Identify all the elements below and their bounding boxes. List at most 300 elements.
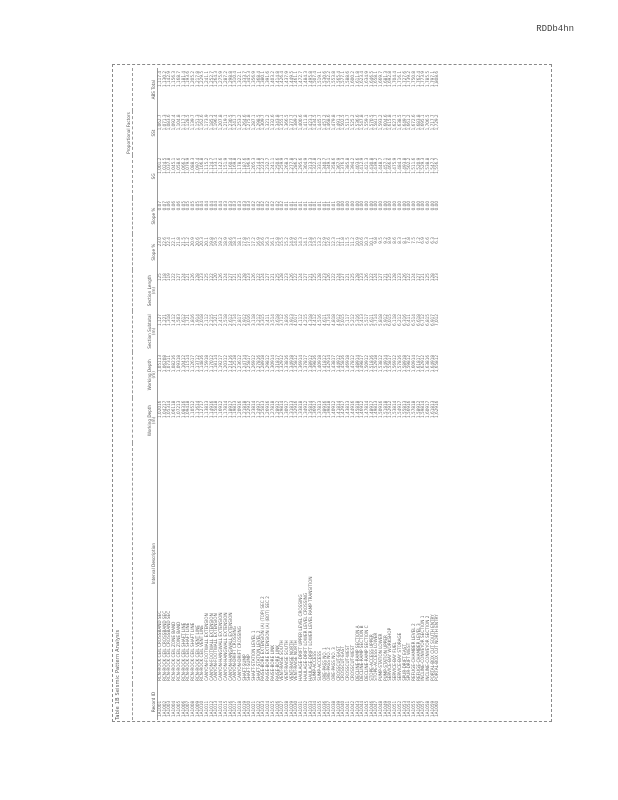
cell-slope: 126: [189, 273, 195, 282]
cell-sec: 3,913: [288, 314, 294, 327]
cell-slope: 126: [288, 273, 294, 282]
cell-v2: 1,377.7: [288, 114, 294, 131]
cell-w2: 1,60914: [410, 354, 416, 373]
cell-w1: 1,32916: [293, 400, 299, 418]
cell-desc: ORE-PASS NO. 3: [331, 647, 337, 681]
cell-s1: 15.2: [283, 237, 289, 247]
cell-v1: 1,214.8: [255, 157, 261, 174]
cell-w2: 1,58918: [401, 354, 407, 373]
cell-v3: 1,553.8: [331, 71, 337, 87]
cell-w2: 1,06208: [161, 354, 167, 373]
cell-s1: 14.3: [298, 237, 304, 247]
cell-s2: 0.01: [316, 201, 322, 211]
cell-s2: 0.00: [425, 201, 431, 211]
cell-w2: 1,20312: [222, 354, 228, 373]
cell-no: 1A1040: [340, 700, 346, 717]
cell-desc: REFUGE-CHAMBER LEVEL 3: [415, 623, 421, 681]
cell-v3: 1,634.9: [363, 71, 369, 87]
cell-v1: 1,520.9: [415, 157, 421, 174]
cell-sec: 3,212: [255, 314, 261, 327]
cell-w2: 1,17012: [208, 354, 214, 373]
cell-no: 1A1008: [189, 700, 195, 717]
cell-v3: 1,692.8: [387, 71, 393, 87]
col-header-slope: Section Length (m): [133, 270, 158, 311]
cell-v1: 1,529.3: [420, 157, 426, 174]
cell-desc: PUMP-STATION LOWER: [378, 633, 384, 681]
cell-desc: VENT-RAISE SOUTH: [283, 640, 289, 681]
cell-sec: 3,118: [251, 314, 257, 327]
cell-v3: 1,542.2: [326, 71, 332, 87]
cell-v2: 1,275.8: [246, 114, 252, 131]
cell-s2: 0.00: [410, 201, 416, 211]
cell-slope: 124: [180, 273, 186, 282]
cell-slope: 128: [354, 273, 360, 282]
cell-sec: 6,712: [420, 314, 426, 327]
cell-sec: 5,015: [340, 314, 346, 327]
cell-s2: 0.01: [321, 201, 327, 211]
cell-v3: 1,205.2: [189, 71, 195, 87]
cell-desc: CROSSCUT-WEST: [345, 644, 351, 681]
cell-v1: 1,196.9: [246, 157, 252, 174]
cell-no: 1A1010: [199, 700, 205, 717]
cell-desc: CANYON-DRIFT CROSSING: [232, 626, 238, 681]
cell-w2: 1,18114: [213, 354, 219, 373]
cell-v2: 1,706.5: [425, 114, 431, 131]
cell-sec: 4,714: [326, 314, 332, 327]
cell-w2: 1,65812: [434, 354, 440, 373]
cell-s1: 19.2: [218, 237, 224, 247]
cell-v2: 1,219.1: [222, 114, 228, 131]
cell-sec: 7,012: [434, 314, 440, 327]
cell-v1: 1,160.4: [227, 157, 233, 174]
cell-w2: 1,63816: [425, 354, 431, 373]
cell-no: 1A1014: [218, 700, 224, 717]
cell-s2: 0.00: [354, 201, 360, 211]
cell-desc: INCLINE-CONVEYOR SECTION 2: [425, 615, 431, 681]
cell-slope: 122: [171, 273, 177, 282]
cell-w1: 1,54917: [396, 400, 402, 418]
cell-no: 1A1044: [359, 700, 365, 717]
cell-v3: 1,264.3: [213, 71, 219, 87]
cell-v2: 1,434.5: [312, 114, 318, 131]
cell-desc: SPUR-DRIFT EAST: [401, 644, 407, 681]
cell-s1: 12.6: [326, 237, 332, 247]
cell-w2: 1,55817: [387, 354, 393, 373]
cell-slope: 122: [406, 273, 412, 282]
page-code: RDDb4hn: [536, 24, 574, 34]
cell-sec: 3,016: [246, 314, 252, 327]
cell-w1: 1,48917: [368, 400, 374, 418]
cell-s2: 0.05: [189, 201, 195, 211]
cell-desc: RCN-ROCK CEIL SHAFT LINE: [180, 622, 186, 681]
cell-w1: 1,52912: [387, 400, 393, 418]
cell-s1: 9.8: [373, 237, 379, 244]
cell-v3: 1,181.4: [180, 71, 186, 87]
cell-desc: ORE-PASS NO. 1: [321, 647, 327, 681]
cell-desc: ORE-PASS NO. 2: [326, 647, 332, 681]
cell-desc: RCN-ROCK CEIL CROSSBAND SEC: [157, 610, 162, 681]
cell-s2: 0.02: [279, 201, 285, 211]
cell-v2: 1,457.2: [321, 114, 327, 131]
cell-v3: 1,808.6: [434, 71, 440, 87]
cell-s2: 0.04: [199, 201, 205, 211]
cell-v3: 1,356.9: [251, 71, 257, 87]
cell-v2: 1,287.1: [251, 114, 257, 131]
cell-v2: 1,196.4: [213, 114, 219, 131]
cell-s1: 23.0: [157, 237, 162, 247]
cell-slope: 127: [265, 273, 271, 282]
cell-sec: 6,316: [401, 314, 407, 327]
cell-s1: 14.6: [293, 237, 299, 247]
cell-s2: 0.00: [340, 201, 346, 211]
cell-w2: 1,28918: [260, 354, 266, 373]
sheet-frame: [112, 64, 552, 722]
cell-no: 1A1041: [345, 700, 351, 717]
cell-sec: 1,127: [157, 314, 162, 327]
cell-sec: 4,611: [321, 314, 327, 327]
cell-slope: 127: [340, 273, 346, 282]
cell-desc: RAISE-BORE EXTENSION (A) (TOP) SEC 2: [260, 596, 266, 681]
cell-v2: 1,513.7: [345, 114, 351, 131]
cell-sec: 1,816: [189, 314, 195, 327]
cell-s2: 0.00: [345, 201, 351, 211]
cell-s1: 20.1: [204, 237, 210, 247]
cell-no: 1A1042: [349, 700, 355, 717]
cell-no: 1A1031: [298, 700, 304, 717]
cell-no: 1A1056: [415, 700, 421, 717]
cell-v1: 1,385.8: [345, 157, 351, 174]
cell-w2: 1,30914: [269, 354, 275, 373]
cell-v3: 1,704.4: [392, 71, 398, 87]
cell-sec: 6,411: [406, 314, 412, 327]
cell-desc: SPUR-DRIFT WEST: [406, 642, 412, 681]
cell-v3: 1,530.6: [321, 71, 327, 87]
cell-s2: 0.00: [420, 201, 426, 211]
cell-no: 1A1032: [302, 700, 308, 717]
cell-v1: 1,250.6: [274, 157, 280, 174]
cell-v2: 1,604.6: [382, 114, 388, 131]
cell-w1: 1,40912: [331, 400, 337, 418]
cell-s1: 21.8: [175, 237, 181, 247]
col-header-desc: Interval Description: [133, 443, 158, 684]
cell-slope: 123: [359, 273, 365, 282]
cell-sec: 1,612: [180, 314, 186, 327]
cell-s1: 11.5: [345, 237, 351, 247]
cell-w2: 1,24714: [241, 354, 247, 373]
cell-desc: CANYON-FOOTWALL EXTENSION: [208, 613, 214, 681]
cell-v2: 1,062.7: [157, 114, 162, 131]
cell-w2: 1,48914: [354, 354, 360, 373]
cell-v3: 1,658.1: [373, 71, 379, 87]
cell-s2: 0.00: [363, 201, 369, 211]
cell-w2: 1,41812: [321, 354, 327, 373]
cell-s2: 0.00: [401, 201, 407, 211]
cell-s2: 0.00: [368, 201, 374, 211]
cell-v3: 1,716.1: [396, 71, 402, 87]
cell-desc: VENT-RAISE NORTH: [288, 640, 294, 681]
cell-s1: 16.6: [260, 237, 266, 247]
cell-s1: 18.9: [222, 237, 228, 247]
cell-no: 1A1001: [157, 700, 162, 717]
cell-w2: 1,23612: [236, 354, 242, 373]
cell-desc: PORTAL-BOX CUT NORTH ENTRY: [434, 614, 440, 681]
cell-sec: 2,112: [204, 314, 210, 327]
cell-sec: 2,612: [227, 314, 233, 327]
cell-desc: HAULAGE-DRIFT LOWER LEVEL RAMP TRANSITION: [307, 576, 313, 681]
cell-v1: 1,466.6: [387, 157, 393, 174]
cell-w2: 1,11514: [185, 354, 191, 373]
cell-no: 1A1035: [316, 700, 322, 717]
cell-sec: 5,818: [378, 314, 384, 327]
cell-slope: 122: [208, 273, 214, 282]
cell-slope: 128: [392, 273, 398, 282]
cell-desc: PUMP-STATION UPPER: [382, 635, 388, 681]
cell-w2: 1,29812: [265, 354, 271, 373]
cell-v1: 1,133.1: [213, 157, 219, 174]
cell-sec: 4,412: [312, 314, 318, 327]
cell-w1: 1,45818: [354, 400, 360, 418]
cell-w2: 1,33816: [283, 354, 289, 373]
cell-slope: 124: [298, 273, 304, 282]
cell-s1: 22.4: [166, 237, 172, 247]
cell-v2: 1,173.9: [204, 114, 210, 131]
cell-no: 1A1051: [392, 700, 398, 717]
cell-s1: 11.8: [340, 237, 346, 247]
cell-w1: 1,53814: [392, 400, 398, 418]
col-header-v1: SG: [133, 155, 158, 198]
cell-no: 1A1016: [227, 700, 233, 717]
cell-desc: DECLINE-RAMP SECTION B: [359, 625, 365, 681]
cell-v1: 1,169.8: [232, 157, 238, 174]
cell-s2: 0.03: [246, 201, 252, 211]
cell-s2: 0.02: [265, 201, 271, 211]
cell-no: 1A1048: [378, 700, 384, 717]
cell-w1: 1,09418: [185, 400, 191, 418]
cell-sec: 3,816: [283, 314, 289, 327]
cell-v3: 1,565.4: [335, 71, 341, 87]
cell-s1: 8.3: [396, 237, 402, 244]
cell-w2: 1,47812: [349, 354, 355, 373]
cell-w1: 1,34912: [302, 400, 308, 418]
cell-s2: 0.03: [227, 201, 233, 211]
cell-desc: SUMP-ACCESS: [312, 651, 318, 681]
cell-desc: SHAFT-STATION LEVEL 2: [255, 630, 261, 681]
cell-s1: 13.5: [312, 237, 318, 247]
cell-v1: 1,151.9: [222, 157, 228, 174]
cell-slope: 128: [429, 273, 435, 282]
cell-slope: 125: [157, 273, 162, 282]
cell-v2: 1,083.6: [166, 114, 172, 131]
cell-v3: 1,785.5: [425, 71, 431, 87]
cell-slope: 122: [331, 273, 337, 282]
cell-v1: 1,376.3: [340, 157, 346, 174]
cell-w1: 1,12717: [199, 400, 205, 418]
cell-no: 1A1018: [236, 700, 242, 717]
cell-v3: 1,588.6: [345, 71, 351, 87]
cell-w1: 1,08316: [180, 400, 186, 418]
cell-w1: 1,13813: [204, 400, 210, 418]
cell-sec: 6,618: [415, 314, 421, 327]
cell-s1: 6.3: [429, 237, 435, 244]
cell-w2: 1,25817: [246, 354, 252, 373]
cell-no: 1A1030: [293, 700, 299, 717]
cell-s2: 0.00: [387, 201, 393, 211]
cell-v2: 1,128.5: [185, 114, 191, 131]
cell-slope: 127: [175, 273, 181, 282]
cell-v3: 1,130.2: [161, 71, 167, 87]
cell-sec: 4,215: [302, 314, 308, 327]
cell-sec: 5,517: [363, 314, 369, 327]
cell-s2: 0.01: [302, 201, 308, 211]
cell-v1: 1,178.2: [236, 157, 242, 174]
cell-w2: 1,37817: [302, 354, 308, 373]
cell-sec: 3,712: [279, 314, 285, 327]
cell-sec: 2,518: [222, 314, 228, 327]
cell-sec: 5,714: [373, 314, 379, 327]
cell-no: 1A1049: [382, 700, 388, 717]
cell-s2: 0.01: [312, 201, 318, 211]
cell-slope: 127: [227, 273, 233, 282]
cell-desc: PORTAL-BOX CUT SOUTH ENTRY: [429, 614, 435, 681]
cell-s2: 0.02: [251, 201, 257, 211]
cell-w2: 1,46918: [345, 354, 351, 373]
cell-no: 1A1019: [241, 700, 247, 717]
cell-s1: 6.6: [425, 237, 431, 244]
cell-slope: 128: [194, 273, 200, 282]
cell-desc: HAULAGE-DRIFT UPPER LEVEL CROSSING: [298, 594, 304, 681]
cell-v3: 1,229.5: [199, 71, 205, 87]
cell-sec: 1,914: [194, 314, 200, 327]
cell-s1: 20.6: [194, 237, 200, 247]
cell-desc: CANYON-HANGWALL EXTENSION: [227, 612, 233, 681]
cell-w2: 1,08216: [171, 354, 177, 373]
cell-no: 1A1045: [363, 700, 369, 717]
cell-sec: 4,818: [331, 314, 337, 327]
cell-w2: 1,34918: [288, 354, 294, 373]
cell-s1: 20.3: [199, 237, 205, 247]
cell-s2: 0.07: [161, 201, 167, 211]
cell-slope: 118: [161, 273, 167, 282]
cell-desc: RAISE-BORE LINK: [274, 644, 280, 681]
cell-v2: 1,468.6: [326, 114, 332, 131]
cell-w1: 1,02016: [157, 400, 162, 418]
cell-v1: 1,304.9: [302, 157, 308, 174]
cell-slope: 123: [199, 273, 205, 282]
cell-v1: 1,115.2: [204, 157, 210, 174]
cell-desc: SUMP-ACCESS: [316, 651, 322, 681]
cell-no: 1A1020: [246, 700, 252, 717]
cell-sec: 2,413: [218, 314, 224, 327]
cell-s2: 0.00: [415, 201, 421, 211]
cell-v1: 1,045.1: [171, 157, 177, 174]
cell-w1: 1,39818: [326, 400, 332, 418]
cell-w2: 1,14816: [199, 354, 205, 373]
cell-s2: 0.04: [218, 201, 224, 211]
cell-v2: 1,593.2: [378, 114, 384, 131]
cell-desc: RCN-ROCK CEIL CROSSBAND SEC: [161, 610, 167, 681]
cell-v2: 1,581.7: [373, 114, 379, 131]
cell-slope: 128: [316, 273, 322, 282]
cell-s1: 12.3: [331, 237, 337, 247]
cell-desc: STOPE-ACCESS LOWER: [373, 632, 379, 681]
cell-v1: 1,223.2: [260, 157, 266, 174]
cell-slope: 123: [434, 273, 440, 282]
cell-w2: 1,12617: [189, 354, 195, 373]
cell-w1: 1,41814: [335, 400, 341, 418]
cell-w2: 1,56912: [392, 354, 398, 373]
cell-v2: 1,547.8: [359, 114, 365, 131]
cell-no: 1A1053: [401, 700, 407, 717]
cell-s2: 0.01: [331, 201, 337, 211]
cell-v1: 1,484.3: [396, 157, 402, 174]
cell-sec: 1,721: [185, 314, 191, 327]
cell-w1: 1,37813: [316, 400, 322, 418]
cell-s2: 0.00: [359, 201, 365, 211]
cell-v3: 1,739.2: [406, 71, 412, 87]
cell-w2: 1,09318: [175, 354, 181, 373]
cell-slope: 125: [204, 273, 210, 282]
cell-no: 1A1007: [185, 700, 191, 717]
cell-s2: 0.00: [429, 201, 435, 211]
cell-no: 1A1036: [321, 700, 327, 717]
cell-v1: 1,079.9: [185, 157, 191, 174]
cell-no: 1A1054: [406, 700, 412, 717]
cell-w2: 1,53812: [378, 354, 384, 373]
cell-w1: 1,46912: [359, 400, 365, 418]
cell-sec: 2,714: [232, 314, 238, 327]
cell-s1: 18.6: [227, 237, 233, 247]
cell-no: 1A1033: [307, 700, 313, 717]
cell-w1: 1,15818: [213, 400, 219, 418]
cell-v3: 1,142.9: [166, 71, 172, 87]
cell-v1: 1,394.2: [349, 157, 355, 174]
cell-v1: 1,439.2: [373, 157, 379, 174]
cell-w2: 1,57816: [396, 354, 402, 373]
cell-no: 1A1047: [373, 700, 379, 717]
cell-v2: 1,139.7: [189, 114, 195, 131]
cell-v2: 1,717.7: [429, 114, 435, 131]
cell-s2: 0.01: [283, 201, 289, 211]
cell-s2: 0.00: [434, 201, 440, 211]
cell-w1: 1,07213: [175, 400, 181, 418]
cell-no: 1A1028: [283, 700, 289, 717]
cell-v1: 1,037.8: [166, 157, 172, 174]
cell-no: 1A1060: [434, 700, 440, 717]
cell-s1: 22.1: [171, 237, 177, 247]
cell-s2: 0.02: [274, 201, 280, 211]
cell-v1: 1,142.6: [218, 157, 224, 174]
cell-s1: 8.6: [392, 237, 398, 244]
cell-v2: 1,366.5: [283, 114, 289, 131]
cell-no: 1A1055: [410, 700, 416, 717]
cell-desc: RCN-ROCK CEIL SHAFT LINE: [189, 622, 195, 681]
cell-w1: 1,29814: [279, 400, 285, 418]
cell-w2: 1,21416: [227, 354, 233, 373]
cell-w2: 1,40918: [316, 354, 322, 373]
cell-v3: 1,217.8: [194, 71, 200, 87]
cell-s1: 15.5: [279, 237, 285, 247]
cell-s1: 12.1: [335, 237, 341, 247]
cell-s1: 8.9: [387, 237, 393, 244]
cell-v2: 1,230.5: [227, 114, 233, 131]
col-header-w2: Working Depth (m): [133, 352, 158, 398]
cell-v2: 1,411.8: [302, 114, 308, 131]
cell-s1: 6.1: [434, 237, 440, 244]
cell-v2: 1,627.1: [392, 114, 398, 131]
cell-sec: 4,912: [335, 314, 341, 327]
cell-slope: 121: [420, 273, 426, 282]
cell-w2: 1,42914: [326, 354, 332, 373]
